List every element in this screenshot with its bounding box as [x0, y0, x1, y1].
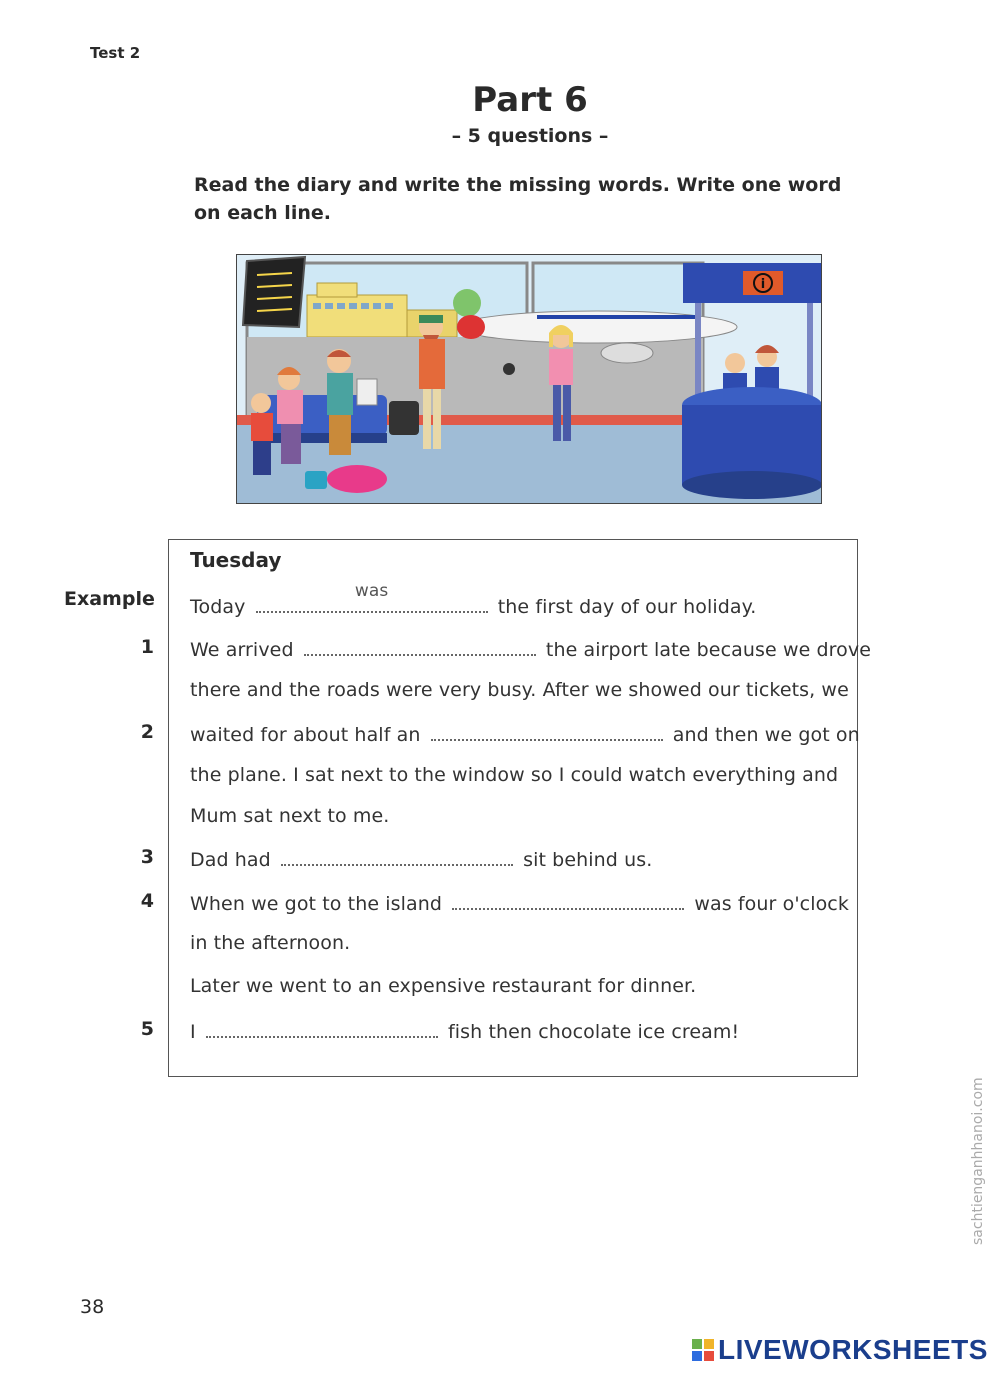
question-4-line — [190, 890, 849, 915]
line-text: We arrived — [190, 639, 294, 661]
airport-illustration — [236, 254, 822, 504]
answer-blank-4[interactable] — [452, 890, 684, 910]
line-text: was four o'clock — [694, 893, 849, 915]
question-number-1: 1 — [140, 636, 154, 658]
test-label: Test 2 — [90, 44, 141, 62]
question-number-3: 3 — [140, 846, 154, 868]
example-answer-blank — [256, 581, 488, 613]
question-number-4: 4 — [140, 890, 154, 912]
line-text: Today — [190, 596, 246, 618]
line-text: When we got to the island — [190, 893, 443, 915]
diary-heading: Tuesday — [190, 548, 282, 572]
liveworksheets-logo — [692, 1334, 988, 1366]
example-line — [190, 581, 757, 618]
info-sign-text: i — [760, 277, 766, 292]
answer-blank-5[interactable] — [206, 1018, 438, 1038]
line-text: sit behind us. — [523, 849, 653, 871]
brand-text: LIVEWORKSHEETS — [718, 1334, 988, 1365]
question-5-line — [190, 1018, 739, 1043]
line-text: I — [190, 1021, 196, 1043]
answer-blank-1[interactable] — [304, 636, 536, 656]
example-label: Example — [64, 588, 155, 610]
liveworksheets-icon — [692, 1339, 714, 1361]
part-title: Part 6 — [472, 80, 588, 120]
diary-text-line: in the afternoon. — [190, 932, 351, 954]
question-number-5: 5 — [140, 1018, 154, 1040]
line-text: the airport late because we drove — [545, 639, 872, 661]
diary-text-line: Mum sat next to me. — [190, 805, 390, 827]
question-2-line — [190, 721, 860, 746]
line-text: the first day of our holiday. — [497, 596, 757, 618]
question-1-line — [190, 636, 871, 661]
answer-blank-2[interactable] — [431, 721, 663, 741]
question-3-line — [190, 846, 652, 871]
airport-scene-image — [237, 255, 821, 503]
answer-blank-3[interactable] — [281, 846, 513, 866]
line-text: and then we got on — [672, 724, 860, 746]
diary-text-line: the plane. I sat next to the window so I could watch everything and — [190, 764, 839, 786]
diary-text-line: there and the roads were very busy. After we showed our tickets, we — [190, 679, 849, 701]
page-number: 38 — [80, 1296, 105, 1318]
part-subtitle: – 5 questions – — [451, 125, 609, 147]
instructions: Read the diary and write the missing words. Write one word on each line. — [194, 174, 842, 224]
example-answer: was — [354, 581, 389, 601]
watermark: sachtienganhhanoi.com — [970, 1077, 986, 1245]
diary-text-line: Later we went to an expensive restaurant for dinner. — [190, 975, 697, 997]
line-text: Dad had — [190, 849, 271, 871]
line-text: waited for about half an — [190, 724, 421, 746]
line-text: fish then chocolate ice cream! — [448, 1021, 740, 1043]
question-number-2: 2 — [140, 721, 154, 743]
